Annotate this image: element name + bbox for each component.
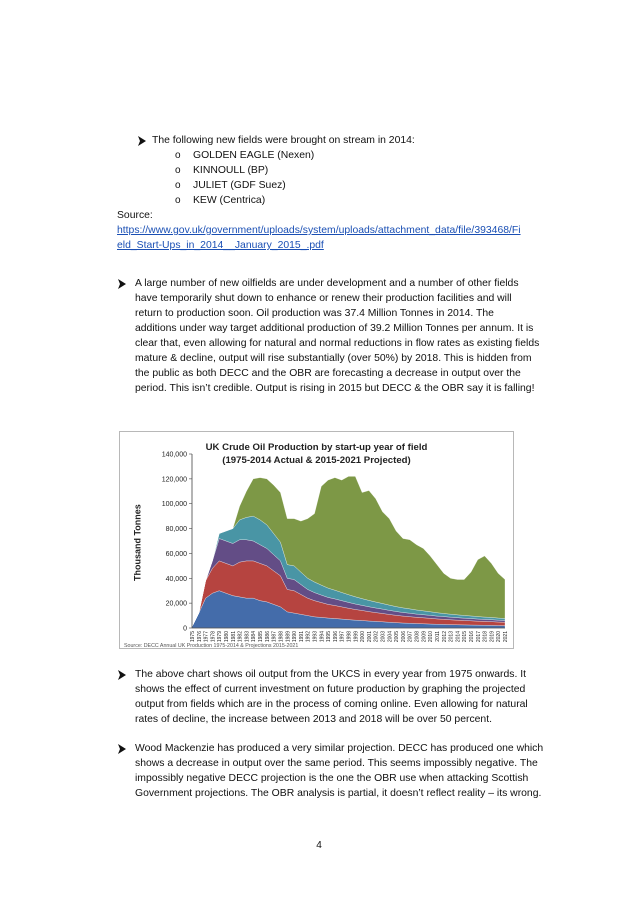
paragraph-line: additions under way target additional production of 39.2 Million Tonnes per annum. It is: [135, 323, 534, 334]
paragraph-line: rates of decline, the increase between 2013 and 2018 will be over 50 percent.: [135, 714, 492, 725]
x-tick-label: 2003: [380, 631, 387, 643]
paragraph-line: Government projections. The OBR analysis is partial, it doesn’t reflect reality – its wrong.: [135, 788, 542, 799]
arrow-bullet-icon: [117, 743, 127, 755]
x-tick-label: 1988: [278, 631, 285, 643]
x-tick-label: 2000: [360, 631, 367, 643]
paragraph-line: period. This isn’t credible. Output is rising in 2015 but DECC & the OBR say it is falling!: [135, 383, 535, 394]
x-tick-label: 2014: [455, 631, 462, 643]
y-tick-label: 80,000: [165, 526, 187, 534]
y-tick-label: 100,000: [161, 501, 187, 509]
chart-source-note: Source: DECC Annual UK Production 1975-2014 & Projections 2015-2021: [124, 643, 299, 649]
source-link[interactable]: [117, 223, 521, 238]
x-tick-label: 2009: [421, 631, 428, 643]
paragraph-line: clear that, even allowing for natural and normal reductions in flow rates as existing fields: [135, 338, 540, 349]
x-tick-label: 1977: [203, 631, 210, 643]
arrow-bullet-icon: [117, 278, 127, 290]
x-tick-label: 1981: [230, 631, 237, 643]
x-tick-label: 1975: [190, 631, 196, 643]
paragraph-line: shows a decrease in output over the same period. This seems impossibly negative. The: [135, 758, 538, 769]
paragraph-line: have temporarily shut down to enhance or renew their production facilities and will: [135, 293, 512, 304]
x-tick-label: 1993: [312, 631, 319, 643]
paragraph-line: impossibly negative DECC projection is the one the OBR use when attacking Scottish: [135, 773, 529, 784]
x-tick-label: 1990: [292, 631, 299, 643]
list-marker: o: [175, 180, 181, 191]
chart-plot: [120, 432, 513, 648]
x-tick-label: 2016: [468, 631, 475, 643]
x-tick-label: 1991: [298, 631, 305, 643]
x-tick-label: 1984: [251, 631, 258, 643]
x-tick-label: 1992: [305, 631, 312, 643]
x-tick-label: 1994: [319, 631, 326, 643]
x-tick-label: 1997: [339, 631, 346, 643]
x-tick-label: 1978: [210, 631, 217, 643]
source-link-line1: https://www.gov.uk/government/uploads/system/uploads/attachment_data/file/393468/Fi: [117, 225, 521, 236]
x-tick-label: 1982: [237, 631, 244, 643]
paragraph-line: return to production soon. Oil production was 37.4 Million Tonnes in 2014. The: [135, 308, 494, 319]
paragraph-line: shows the effect of current investment on future production by graphing the projected: [135, 684, 526, 695]
chart-title-line2: (1975-2014 Actual & 2015-2021 Projected): [222, 455, 411, 466]
y-axis-label: Thousand Tonnes: [132, 504, 143, 582]
x-tick-label: 1980: [224, 631, 231, 643]
y-tick-label: 0: [183, 625, 187, 633]
y-tick-label: 20,000: [165, 600, 187, 608]
x-tick-label: 2013: [448, 631, 455, 643]
oil-production-chart: [119, 431, 514, 649]
x-tick-label: 2002: [373, 631, 380, 643]
x-tick-label: 2015: [462, 631, 469, 643]
paragraph-line: A large number of new oilfields are under development and a number of other fields: [135, 278, 519, 289]
source-link-continued[interactable]: [117, 238, 324, 253]
paragraph-line: the public as both DECC and the OBR are forecasting a decrease in output over the: [135, 368, 521, 379]
list-marker: o: [175, 165, 181, 176]
x-tick-label: 1996: [332, 631, 339, 643]
x-tick-label: 2011: [434, 631, 441, 642]
arrow-bullet-icon: [137, 135, 147, 147]
paragraph-line: Wood Mackenzie has produced a very similar projection. DECC has produced one which: [135, 743, 544, 754]
x-tick-label: 1999: [353, 631, 360, 643]
list-marker: o: [175, 195, 181, 206]
x-tick-label: 2008: [414, 631, 421, 643]
x-tick-label: 2018: [482, 631, 489, 643]
x-tick-label: 2001: [366, 631, 373, 643]
x-tick-label: 2007: [407, 631, 414, 643]
x-tick-label: 2019: [489, 631, 496, 643]
x-tick-label: 1976: [196, 631, 203, 643]
list-item: KINNOULL (BP): [193, 165, 269, 176]
source-link-line2: eld_Start-Ups_in_2014__January_2015_.pdf: [117, 240, 324, 251]
x-tick-label: 2006: [400, 631, 407, 643]
x-tick-label: 2004: [387, 631, 394, 643]
x-tick-label: 2021: [503, 631, 509, 643]
x-tick-label: 1995: [326, 631, 333, 643]
list-item: JULIET (GDF Suez): [193, 180, 286, 191]
page-number: 4: [316, 840, 322, 851]
y-tick-label: 40,000: [165, 575, 187, 583]
source-label: Source:: [117, 210, 153, 221]
x-tick-label: 2020: [496, 631, 503, 643]
paragraph-line: mature & decline, output will rise substantially (over 50%) by 2018. This is hidden from: [135, 353, 532, 364]
x-tick-label: 1998: [346, 631, 353, 643]
y-tick-label: 120,000: [161, 476, 187, 484]
x-tick-label: 1983: [244, 631, 251, 643]
list-marker: o: [175, 150, 181, 161]
list-item: GOLDEN EAGLE (Nexen): [193, 150, 315, 161]
x-tick-label: 1985: [258, 631, 265, 643]
x-tick-label: 1989: [285, 631, 292, 643]
x-tick-label: 2012: [441, 631, 448, 643]
x-tick-label: 1979: [217, 631, 224, 643]
paragraph-line: output from fields which are in the process of coming online. Even allowing for natural: [135, 699, 528, 710]
x-tick-label: 2005: [394, 631, 401, 643]
x-tick-label: 1987: [271, 631, 278, 643]
y-tick-label: 140,000: [161, 451, 187, 459]
paragraph-line: The above chart shows oil output from the UKCS in every year from 1975 onwards. It: [135, 669, 526, 680]
y-tick-label: 60,000: [165, 550, 187, 558]
arrow-bullet-icon: [117, 669, 127, 681]
new-fields-intro: The following new fields were brought on stream in 2014:: [152, 135, 415, 146]
chart-title-line1: UK Crude Oil Production by start-up year of field: [205, 442, 428, 453]
x-tick-label: 2017: [475, 631, 482, 643]
list-item: KEW (Centrica): [193, 195, 266, 206]
x-tick-label: 1986: [264, 631, 271, 643]
x-tick-label: 2010: [428, 631, 435, 643]
